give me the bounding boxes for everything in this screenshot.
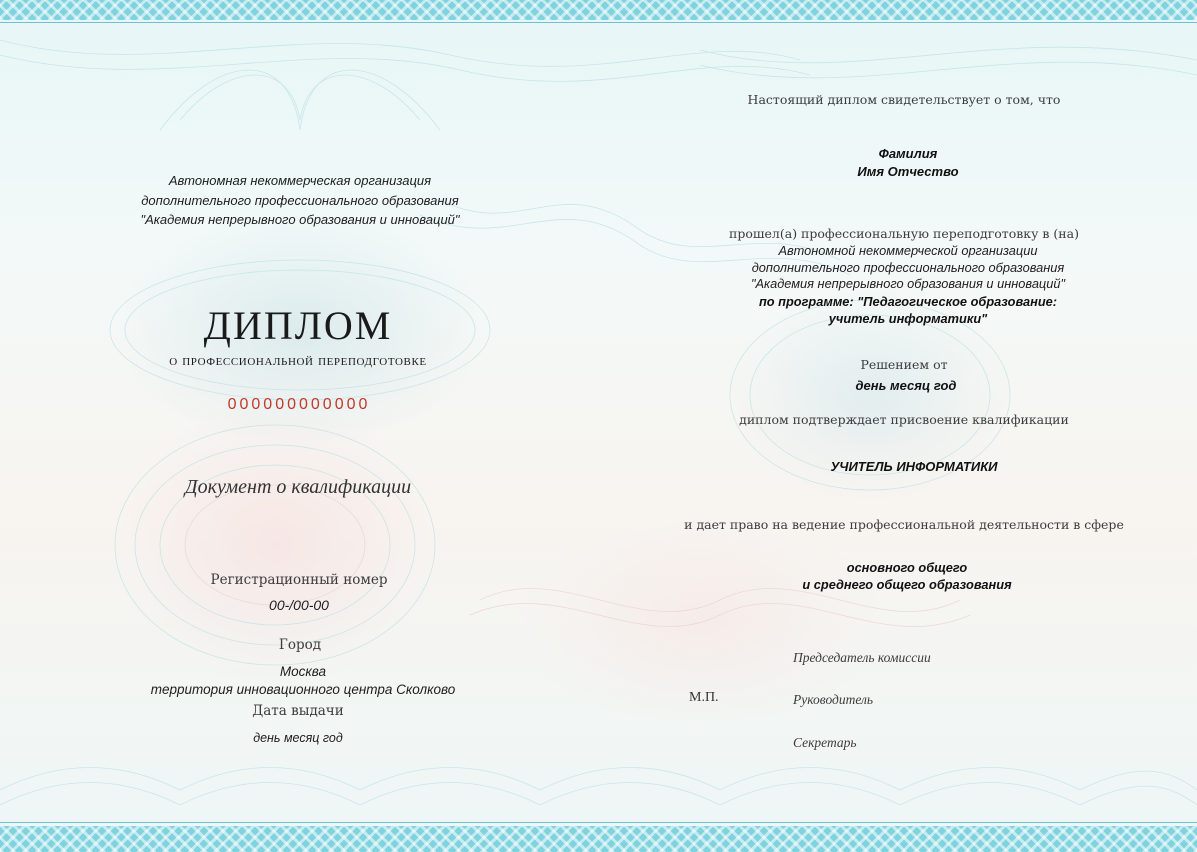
document-title: ДИПЛОМ xyxy=(203,303,393,348)
program-line: учитель информатики" xyxy=(828,310,988,326)
professional-right-statement: и дает право на ведение профессиональной деятельности в сфере xyxy=(684,517,1124,532)
serial-number: 000000000000 xyxy=(227,396,371,413)
signature-head: Руководитель xyxy=(793,692,874,707)
decision-date: день месяц год xyxy=(855,378,957,393)
document-kind: Документ о квалификации xyxy=(184,476,412,498)
sphere-line: и среднего общего образования xyxy=(802,577,1012,592)
signature-secretary: Секретарь xyxy=(793,735,857,750)
sphere-line: основного общего xyxy=(846,560,968,575)
city-label: Город xyxy=(278,637,322,653)
qualification-statement: диплом подтверждает присвоение квалификации xyxy=(739,412,1069,427)
qualification-name: УЧИТЕЛЬ ИНФОРМАТИКИ xyxy=(830,459,998,474)
city-line: территория инновационного центра Сколково xyxy=(150,682,456,697)
holder-name-line: Имя Отчество xyxy=(857,164,959,179)
holder-name-line: Фамилия xyxy=(878,146,938,161)
training-organization-line: дополнительного профессионального образования xyxy=(751,259,1065,275)
city-line: Москва xyxy=(279,664,327,679)
organization-line: Автономная некоммерческая организация xyxy=(168,173,432,188)
retraining-statement: прошел(а) профессиональную переподготовку в (на) xyxy=(729,226,1079,241)
training-organization-line: "Академия непрерывного образования и инноваций" xyxy=(750,276,1066,291)
organization-line: "Академия непрерывного образования и инноваций" xyxy=(140,212,460,227)
city-value xyxy=(151,663,455,699)
decision-label: Решением от xyxy=(860,357,948,372)
registration-number-value: 00-/00-00 xyxy=(269,597,329,613)
holder-name xyxy=(857,145,958,181)
signature-chair: Председатель комиссии xyxy=(793,650,931,665)
issuing-organization xyxy=(140,171,459,230)
document-subtitle: о профессиональной переподготовке xyxy=(169,352,427,369)
stamp-place: М.П. xyxy=(689,690,719,705)
program-name xyxy=(759,294,1057,327)
program-line: по программе: "Педагогическое образование: xyxy=(758,294,1058,309)
issue-date-label: Дата выдачи xyxy=(252,703,344,719)
organization-line: дополнительного профессионального образования xyxy=(141,192,459,208)
registration-number-label: Регистрационный номер xyxy=(210,572,388,588)
professional-sphere xyxy=(802,559,1011,593)
training-organization-line: Автономной некоммерческой организации xyxy=(778,243,1038,258)
training-organization xyxy=(751,243,1065,293)
issue-date-value: день месяц год xyxy=(253,731,343,745)
certification-intro: Настоящий диплом свидетельствует о том, что xyxy=(747,92,1061,107)
